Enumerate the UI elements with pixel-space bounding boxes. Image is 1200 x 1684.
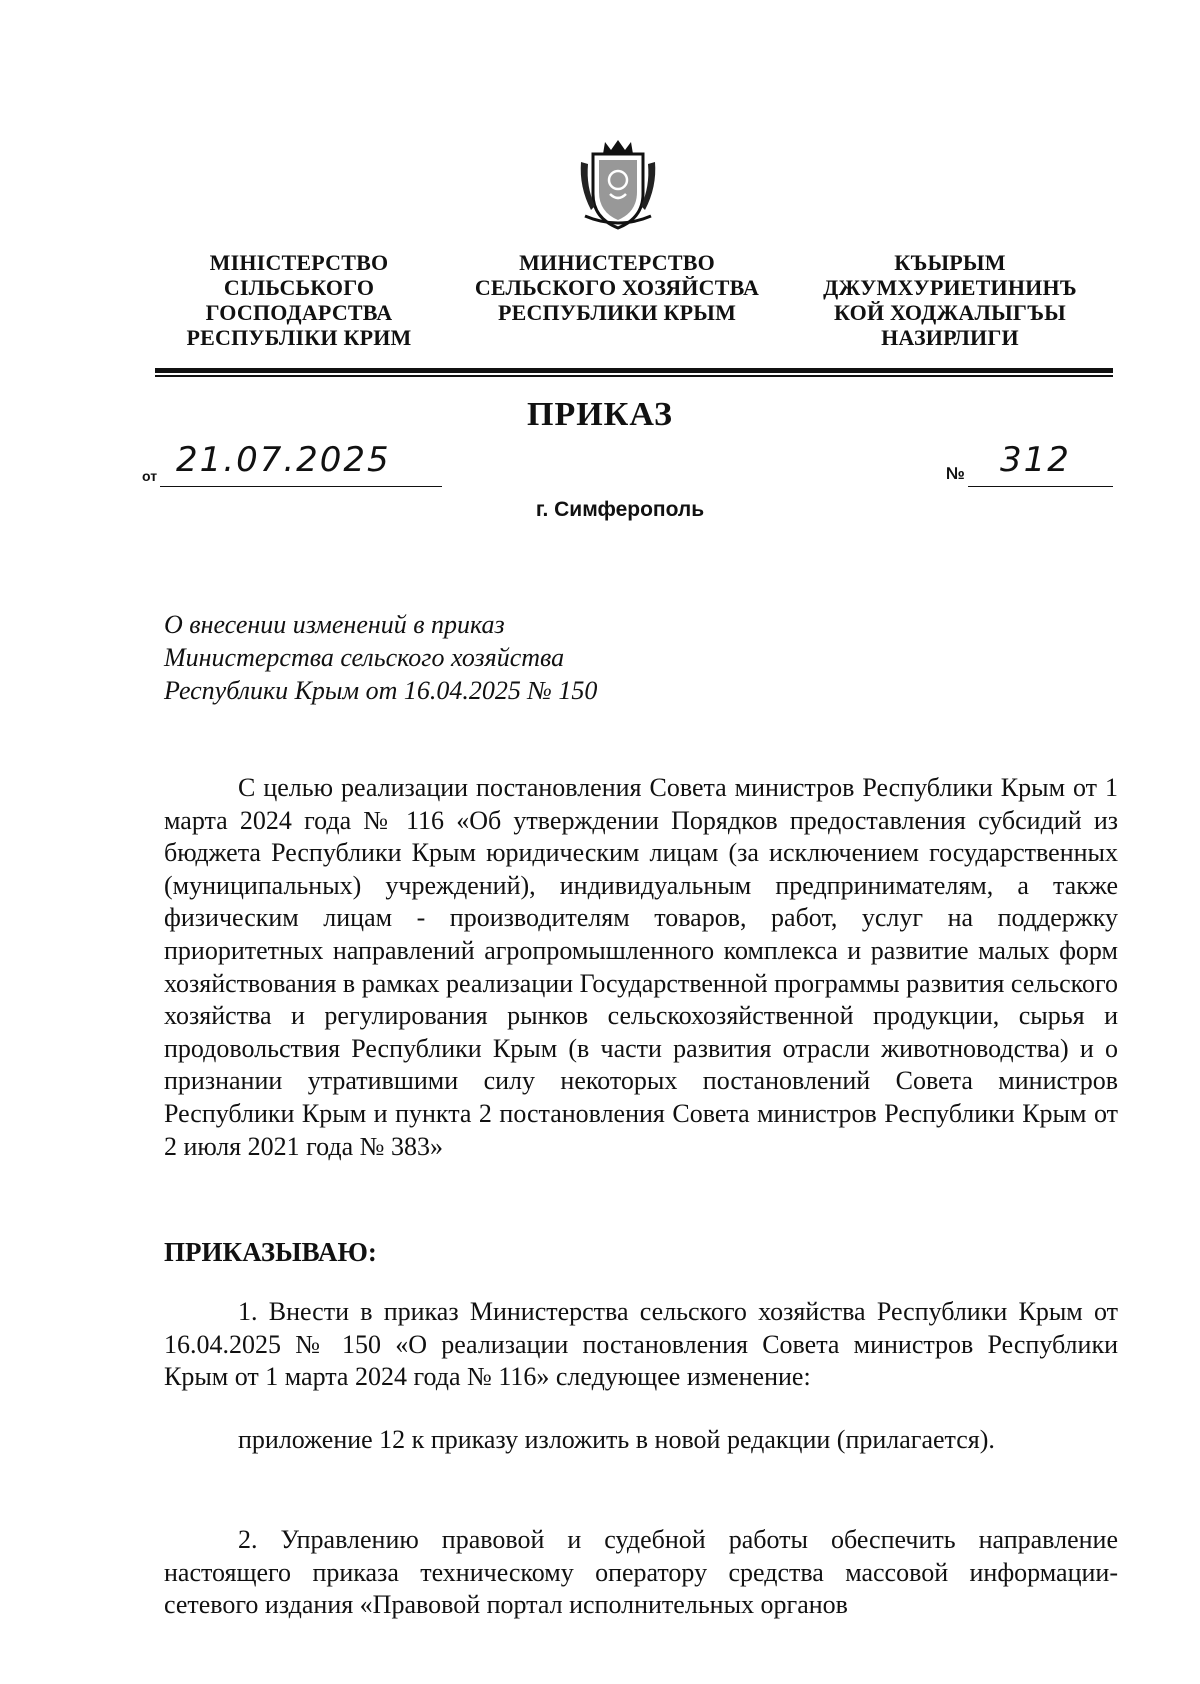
document-title: ПРИКАЗ [527, 396, 673, 433]
handwritten-date: 21.07.2025 [176, 440, 391, 480]
header-right-line: КОЙ ХОДЖАЛЫГЪЫ [834, 300, 1066, 325]
header-center-line: РЕСПУБЛИКИ КРЫМ [497, 300, 737, 325]
item-1-sub-paragraph: приложение 12 к приказу изложить в новой редакции (прилагается). [238, 1425, 995, 1454]
date-label: от [142, 468, 158, 484]
preamble-block [164, 772, 1118, 1163]
city-name: г. Симферополь [535, 498, 705, 521]
header-center-line: МИНИСТЕРСТВО [519, 250, 715, 275]
number-underline [968, 486, 1113, 487]
header-divider-thin [155, 375, 1113, 377]
header-divider-thick [155, 368, 1113, 373]
preamble-paragraph: С целью реализации постановления Совета министров Республики Крым от 1 марта 2024 года № 116 «Об утверждении Порядков предоставления субсидий из бюджета Республики Крым юридическим лицам (за исключением государственных (муниципальных) учреждений), индивидуальным предпринимателям, а также физическим лицам - производителям товаров, работ, услуг на поддержку приоритетных направлений агропромышленного комплекса и развитие малых форм хозяйствования в рамках реализации Государственной программы развития сельского хозяйства и регулирования рынков сельскохозяйственной продукции, сырья и продовольствия Республики Крым (в части развития отрасли животноводства) и о признании утратившими силу некоторых постановлений Совета министров Республики Крым и пункта 2 постановления Совета министров Республики Крым от 2 июля 2021 года № 383» [164, 773, 1118, 1161]
item-1-paragraph: 1. Внести в приказ Министерства сельского хозяйства Республики Крым от 16.04.2025 № 150 «О реализации постановления Совета министров Республики Крым от 1 марта 2024 года № 116» следующее изменение: [164, 1297, 1118, 1392]
item-2-paragraph: 2. Управлению правовой и судебной работы обеспечить направление настоящего приказа техническому оператору средства массовой информации- сетевого издания «Правовой портал исполнительных органов [164, 1525, 1118, 1620]
item-2-block [164, 1524, 1118, 1622]
header-left-line: МІНІСТЕРСТВО [209, 250, 389, 275]
header-left-line: СІЛЬСЬКОГО [223, 275, 375, 300]
order-subject [164, 608, 597, 707]
subject-line: Республики Крым от 16.04.2025 № 150 [164, 676, 598, 705]
date-underline [160, 486, 442, 487]
header-left-line: ГОСПОДАРСТВА [205, 300, 393, 325]
handwritten-number: 312 [1000, 440, 1071, 480]
header-center-line: СЕЛЬСКОГО ХОЗЯЙСТВА [474, 275, 760, 300]
header-left-line: РЕСПУБЛІКИ КРИМ [186, 325, 412, 350]
subject-line: Министерства сельского хозяйства [164, 643, 565, 672]
ministry-name-ukrainian [168, 250, 430, 350]
ministry-name-russian [462, 250, 772, 325]
header-right-line: КЪЫРЫМ [894, 250, 1006, 275]
order-heading: ПРИКАЗЫВАЮ: [164, 1237, 377, 1267]
item-1-block [164, 1296, 1118, 1394]
crimea-coat-of-arms-emblem [577, 132, 659, 232]
number-label: № [946, 464, 965, 483]
header-right-line: НАЗИРЛИГИ [881, 325, 1019, 350]
header-right-line: ДЖУМХУРИЕТИНИНЪ [823, 275, 1077, 300]
item-1-sub-block [164, 1424, 1118, 1457]
subject-line: О внесении изменений в приказ [164, 610, 505, 639]
ministry-name-crimean-tatar [800, 250, 1100, 350]
